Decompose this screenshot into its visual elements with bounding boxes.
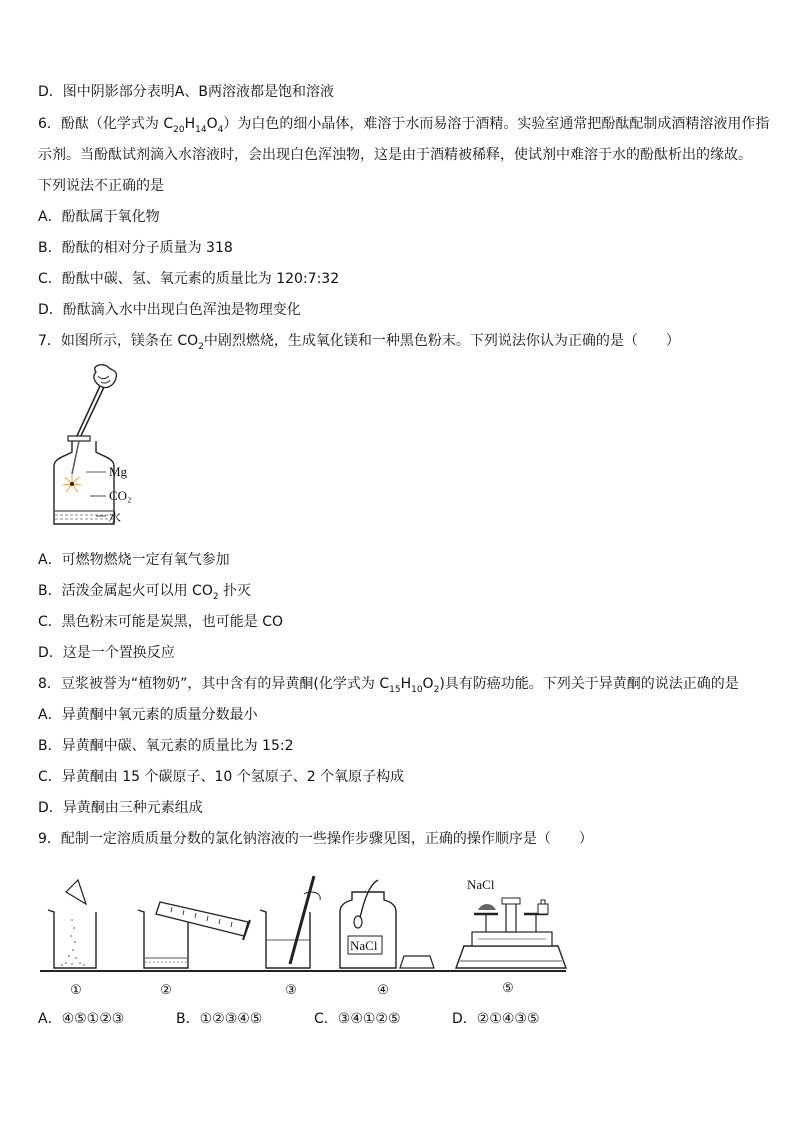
q9-step-number-5: ⑤ xyxy=(502,980,514,995)
q9-step-number-1: ① xyxy=(70,982,82,997)
q8-option-b: B．异黄酮中碳、氧元素的质量比为 15:2 xyxy=(38,738,294,754)
q8-stem: 8．豆浆被誉为“植物奶”，其中含有的异黄酮(化学式为 $C_{15}H_{10}O_2$)具有防癌功能。下列关于异黄酮的说法正确的是 xyxy=(38,676,739,695)
q9-step3-stirring-icon xyxy=(260,876,320,968)
q9-step4-nacl-jar-icon xyxy=(340,880,434,968)
q8-option-c: C．异黄酮由 15 个碳原子、10 个氢原子、2 个氧原子构成 xyxy=(38,769,405,785)
q9-stem: 9．配制一定溶质质量分数的氯化钠溶液的一些操作步骤见图，正确的操作顺序是（ ） xyxy=(38,831,593,847)
q9-step2-cylinder-icon xyxy=(138,902,250,968)
q6-stem-line1: 6．酚酞（化学式为 $C_{20}H_{14}O_4$）为白色的细小晶体，难溶于水而易溶于酒精。实验室通常把酚酞配制成酒精溶液用作指 xyxy=(38,116,770,135)
q9-step-number-2: ② xyxy=(160,982,172,997)
q6-option-b: B．酚酞的相对分子质量为 318 xyxy=(38,240,233,256)
q7-label-water: 水 xyxy=(108,510,122,525)
q7-option-b: B．活泼金属起火可以用 $CO_2$ 扑灭 xyxy=(38,583,252,602)
q8-option-d: D．异黄酮由三种元素组成 xyxy=(38,800,203,816)
q9-solution-steps-figure xyxy=(38,870,578,1000)
q7-label-co2: CO₂ xyxy=(109,488,132,503)
q6-stem-line2: 示剂。当酚酞试剂滴入水溶液时，会出现白色浑浊物，这是由于酒精被稀释，使试剂中难溶于水的酚酞析出的缘故。 xyxy=(38,147,752,163)
q9-options xyxy=(38,1008,540,1028)
q8-option-a: A．异黄酮中氧元素的质量分数最小 xyxy=(38,707,258,723)
q7-magnesium-combustion-figure xyxy=(46,362,156,532)
q9-option-d: D．②①④③⑤ xyxy=(452,1011,540,1027)
q6-option-d: D．酚酞滴入水中出现白色浑浊是物理变化 xyxy=(38,302,301,318)
q9-option-b: B．①②③④⑤ xyxy=(176,1011,263,1027)
q9-step5-balance-icon xyxy=(456,877,566,968)
q7-label-mg: Mg xyxy=(109,464,128,479)
q9-step-number-4: ④ xyxy=(377,982,389,997)
q6-stem-line3: 下列说法不正确的是 xyxy=(38,178,164,194)
q9-nacl-jar-label: NaCl xyxy=(350,938,378,953)
q7-option-a: A．可燃物燃烧一定有氧气参加 xyxy=(38,552,230,568)
q9-option-a: A．④⑤①②③ xyxy=(38,1011,125,1027)
q7-option-c: C．黑色粉末可能是炭黑，也可能是 CO xyxy=(38,614,284,630)
q9-step-number-3: ③ xyxy=(285,982,297,997)
q5-option-d: D．图中阴影部分表明A、B两溶液都是饱和溶液 xyxy=(38,84,334,100)
q6-option-a: A．酚酞属于氧化物 xyxy=(38,209,160,225)
q9-nacl-balance-label: NaCl xyxy=(467,877,495,892)
q9-step1-beaker-icon xyxy=(48,880,96,968)
q9-option-c: C．③④①②⑤ xyxy=(314,1011,401,1027)
q6-option-c: C．酚酞中碳、氢、氧元素的质量比为 120:7:32 xyxy=(38,271,340,287)
q7-option-d: D．这是一个置换反应 xyxy=(38,645,175,661)
q7-stem: 7．如图所示，镁条在 $CO_2$中剧烈燃烧，生成氧化镁和一种黑色粉末。下列说法你认为正确的是（ ） xyxy=(38,333,680,352)
